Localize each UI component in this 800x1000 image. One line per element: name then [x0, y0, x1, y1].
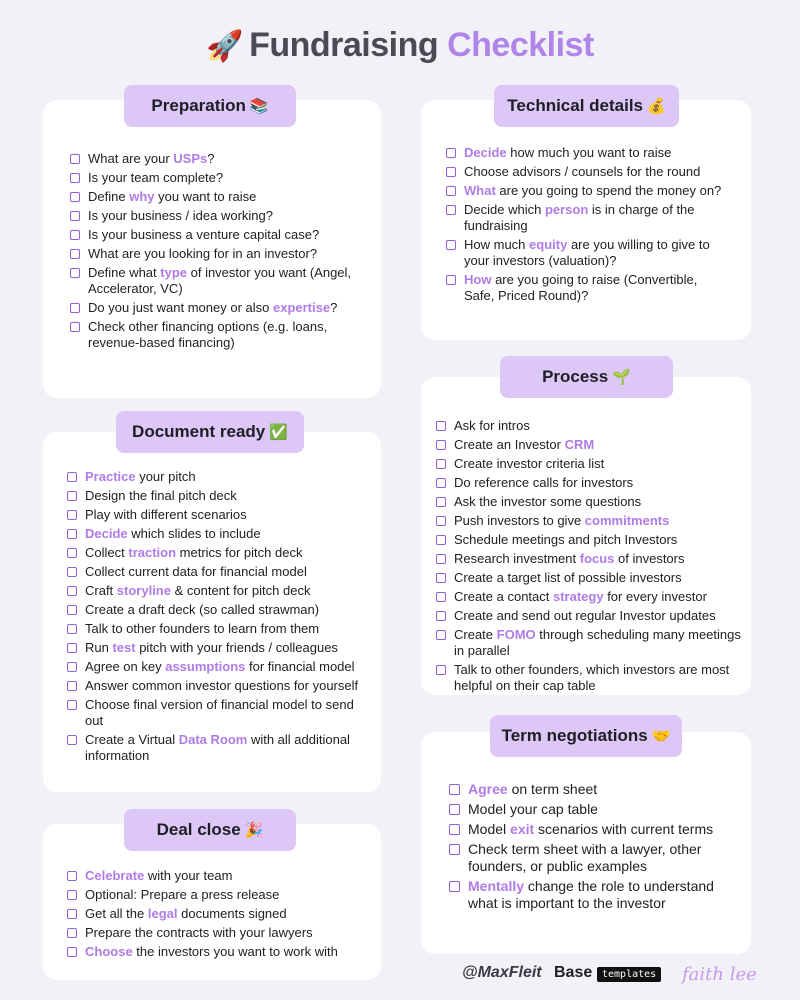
checklist-item: [446, 164, 726, 180]
item-text: Design the final pitch deck: [85, 488, 237, 503]
item-text: Define what: [88, 265, 161, 280]
checklist-item: [436, 437, 741, 453]
highlight-text: What: [464, 183, 496, 198]
checkbox-icon[interactable]: [446, 167, 456, 177]
item-text: How much: [464, 237, 530, 252]
item-text: Create a Virtual: [85, 732, 179, 747]
checklist-item: [446, 145, 726, 161]
checkbox-icon[interactable]: [70, 211, 80, 221]
checkbox-icon[interactable]: [446, 148, 456, 158]
checklist-item: [67, 526, 362, 542]
checklist-item: [446, 237, 726, 269]
item-text: Model: [468, 821, 511, 837]
checklist-item: [67, 925, 367, 941]
item-text: Create and send out regular Investor updates: [454, 608, 716, 623]
checkbox-icon[interactable]: [67, 928, 77, 938]
item-text: of investor you want (Angel, Accelerator, VC): [88, 265, 352, 296]
item-text: Talk to other founders, which investors are most helpful on their cap table: [454, 662, 730, 693]
checklist-item: [67, 697, 362, 729]
item-text: Craft: [85, 583, 117, 598]
technical-title: Technical details: [507, 96, 644, 115]
highlight-text: test: [112, 640, 136, 655]
highlight-text: How: [464, 272, 492, 287]
highlight-text: traction: [128, 545, 177, 560]
item-text: of investors: [614, 551, 685, 566]
handshake-icon: 🤝: [651, 728, 671, 745]
checklist-item: [449, 801, 739, 818]
highlight-text: FOMO: [496, 627, 536, 642]
highlight-text: why: [129, 189, 155, 204]
item-text: Agree on key: [85, 659, 166, 674]
item-text: how much you want to raise: [506, 145, 672, 160]
checklist-item: [67, 583, 362, 599]
checklist-item: [436, 551, 741, 567]
item-text: Research investment: [454, 551, 580, 566]
checkbox-icon[interactable]: [436, 459, 446, 469]
highlight-text: CRM: [564, 437, 595, 452]
templates-badge: templates: [597, 967, 661, 982]
checklist-item: [67, 678, 362, 694]
item-text: which slides to include: [127, 526, 261, 541]
checkbox-icon[interactable]: [67, 700, 77, 710]
item-text: Play with different scenarios: [85, 507, 247, 522]
checklist-item: [67, 640, 362, 656]
document-title: Document ready: [132, 422, 266, 441]
item-text: change the role to understand what is important to the investor: [468, 878, 714, 911]
item-text: Decide which: [464, 202, 545, 217]
title-word-fundraising: Fundraising: [249, 26, 439, 64]
checklist-item: [67, 488, 362, 504]
checklist-item: [70, 227, 360, 243]
item-text: the investors you want to work with: [132, 944, 338, 959]
checkbox-icon[interactable]: [67, 947, 77, 957]
checklist-item: [70, 208, 360, 224]
checkbox-icon[interactable]: [67, 510, 77, 520]
checklist-item: [449, 821, 739, 838]
item-text: are you going to raise (Convertible, Safe, Priced Round)?: [464, 272, 698, 303]
money-bag-icon: 💰: [647, 98, 666, 115]
checkbox-icon[interactable]: [70, 249, 80, 259]
checkbox-icon[interactable]: [67, 624, 77, 634]
checkbox-icon[interactable]: [67, 871, 77, 881]
highlight-text: equity: [529, 237, 568, 252]
checkbox-icon[interactable]: [449, 804, 460, 815]
checklist-item: [436, 662, 741, 694]
item-text: Check other financing options (e.g. loans, revenue-based financing): [88, 319, 328, 350]
checkbox-icon[interactable]: [67, 491, 77, 501]
title-word-checklist: Checklist: [447, 26, 594, 64]
checkbox-icon[interactable]: [70, 230, 80, 240]
item-text: Optional: Prepare a press release: [85, 887, 280, 902]
item-text: you want to raise: [154, 189, 257, 204]
checkbox-icon[interactable]: [67, 529, 77, 539]
checkbox-icon[interactable]: [436, 497, 446, 507]
seedling-icon: 🌱: [612, 369, 631, 386]
item-text: documents signed: [177, 906, 287, 921]
checklist-item: [436, 570, 741, 586]
check-mark-icon: ✅: [269, 424, 288, 441]
item-text: on term sheet: [507, 781, 598, 797]
checklist-item: [70, 170, 360, 186]
highlight-text: Celebrate: [85, 868, 145, 883]
checklist-item: [67, 469, 362, 485]
checklist-item: [70, 151, 360, 167]
checkbox-icon[interactable]: [446, 275, 456, 285]
preparation-title: Preparation: [151, 96, 246, 115]
highlight-text: legal: [147, 906, 178, 921]
item-text: Do reference calls for investors: [454, 475, 634, 490]
checkbox-icon[interactable]: [67, 605, 77, 615]
checklist-item: [436, 513, 741, 529]
checklist-item: [446, 272, 726, 304]
highlight-text: focus: [579, 551, 615, 566]
checkbox-icon[interactable]: [70, 268, 80, 278]
item-text: Collect: [85, 545, 129, 560]
highlight-text: Decide: [85, 526, 128, 541]
faith-lee-signature: faith lee: [682, 964, 757, 985]
checklist-item: [67, 868, 367, 884]
checkbox-icon[interactable]: [67, 586, 77, 596]
item-text: Answer common investor questions for yourself: [85, 678, 359, 693]
item-text: Do you just want money or also: [88, 300, 273, 315]
highlight-text: assumptions: [165, 659, 246, 674]
item-text: Ask for intros: [454, 418, 530, 433]
checkbox-icon[interactable]: [70, 154, 80, 164]
item-text: Check term sheet with a lawyer, other founders, or public examples: [468, 841, 702, 874]
highlight-text: Mentally: [468, 878, 525, 894]
checklist-item: [436, 456, 741, 472]
checklist-item: [446, 183, 726, 199]
page-title: [0, 26, 800, 65]
checkbox-icon[interactable]: [67, 643, 77, 653]
preparation-header: [124, 85, 296, 127]
checkbox-icon[interactable]: [449, 784, 460, 795]
checkbox-icon[interactable]: [436, 554, 446, 564]
item-text: Create a target list of possible investors: [454, 570, 682, 585]
checklist-item: [70, 300, 360, 316]
highlight-text: expertise: [272, 300, 331, 315]
highlight-text: USPs: [173, 151, 208, 166]
author-handle: @MaxFleit: [462, 964, 542, 981]
item-text: through scheduling many meetings in parallel: [454, 627, 741, 658]
checklist-item: [70, 265, 360, 297]
party-popper-icon: 🎉: [244, 822, 264, 839]
checkbox-icon[interactable]: [449, 844, 460, 855]
highlight-text: exit: [510, 821, 535, 837]
technical-list: [446, 145, 726, 307]
checkbox-icon[interactable]: [436, 665, 446, 675]
checkbox-icon[interactable]: [70, 192, 80, 202]
item-text: for every investor: [603, 589, 707, 604]
checklist-item: [449, 781, 739, 798]
item-text: with your team: [144, 868, 233, 883]
item-text: Create an Investor: [454, 437, 565, 452]
item-text: Define: [88, 189, 130, 204]
checkbox-icon[interactable]: [436, 440, 446, 450]
highlight-text: Decide: [464, 145, 507, 160]
deal-list: [67, 868, 367, 963]
rocket-icon: 🚀: [206, 30, 244, 63]
checklist-item: [67, 906, 367, 922]
item-text: metrics for pitch deck: [176, 545, 303, 560]
checkbox-icon[interactable]: [436, 535, 446, 545]
item-text: ?: [330, 300, 338, 315]
checklist-item: [67, 944, 367, 960]
item-text: Create investor criteria list: [454, 456, 605, 471]
checklist-item: [436, 494, 741, 510]
checklist-item: [67, 659, 362, 675]
item-text: Create a contact: [454, 589, 553, 604]
checkbox-icon[interactable]: [70, 322, 80, 332]
checklist-item: [67, 887, 367, 903]
preparation-list: [70, 151, 360, 354]
checklist-item: [67, 602, 362, 618]
highlight-text: type: [160, 265, 187, 280]
item-text: & content for pitch deck: [170, 583, 311, 598]
checkbox-icon[interactable]: [67, 909, 77, 919]
technical-header: [494, 85, 679, 127]
checklist-item: [67, 564, 362, 580]
highlight-text: Data Room: [178, 732, 248, 747]
checkbox-icon[interactable]: [436, 478, 446, 488]
item-text: Create: [454, 627, 497, 642]
highlight-text: Practice: [85, 469, 136, 484]
checkbox-icon[interactable]: [67, 735, 77, 745]
checkbox-icon[interactable]: [436, 516, 446, 526]
item-text: Get all the: [85, 906, 148, 921]
item-text: Create a draft deck (so called strawman): [85, 602, 320, 617]
item-text: scenarios with current terms: [534, 821, 714, 837]
item-text: Choose final version of financial model to send out: [85, 697, 354, 728]
highlight-text: person: [544, 202, 589, 217]
term-title: Term negotiations: [501, 726, 648, 745]
item-text: Is your business / idea working?: [88, 208, 273, 223]
item-text: Prepare the contracts with your lawyers: [85, 925, 313, 940]
checklist-item: [67, 621, 362, 637]
item-text: your pitch: [135, 469, 196, 484]
item-text: What are your: [88, 151, 174, 166]
highlight-text: strategy: [553, 589, 604, 604]
checkbox-icon[interactable]: [67, 890, 77, 900]
checklist-item: [436, 627, 741, 659]
checklist-item: [446, 202, 726, 234]
checklist-item: [436, 475, 741, 491]
base-logo: Base: [554, 964, 593, 981]
checklist-item: [436, 418, 741, 434]
checkbox-icon[interactable]: [449, 824, 460, 835]
books-icon: 📚: [249, 98, 269, 115]
checkbox-icon[interactable]: [67, 548, 77, 558]
checklist-item: [436, 532, 741, 548]
item-text: pitch with your friends / colleagues: [135, 640, 338, 655]
checklist-item: [436, 608, 741, 624]
term-list: [449, 781, 739, 915]
item-text: Is your business a venture capital case?: [88, 227, 320, 242]
checkbox-icon[interactable]: [446, 205, 456, 215]
checkbox-icon[interactable]: [67, 662, 77, 672]
item-text: ?: [207, 151, 215, 166]
checkbox-icon[interactable]: [446, 186, 456, 196]
checkbox-icon[interactable]: [436, 421, 446, 431]
highlight-text: Agree: [468, 781, 508, 797]
checkbox-icon[interactable]: [67, 681, 77, 691]
deal-title: Deal close: [156, 820, 241, 839]
highlight-text: storyline: [116, 583, 171, 598]
checkbox-icon[interactable]: [436, 592, 446, 602]
item-text: Model your cap table: [468, 801, 598, 817]
item-text: are you going to spend the money on?: [495, 183, 722, 198]
checkbox-icon[interactable]: [67, 567, 77, 577]
item-text: Run: [85, 640, 113, 655]
item-text: Talk to other founders to learn from them: [85, 621, 320, 636]
checklist-item: [449, 841, 739, 875]
item-text: with all additional information: [85, 732, 350, 763]
item-text: for financial model: [245, 659, 355, 674]
document-header: [116, 411, 304, 453]
item-text: Ask the investor some questions: [454, 494, 642, 509]
checklist-item: [436, 589, 741, 605]
item-text: Collect current data for financial model: [85, 564, 307, 579]
checklist-item: [70, 189, 360, 205]
checklist-item: [67, 507, 362, 523]
checkbox-icon[interactable]: [67, 472, 77, 482]
checklist-item: [67, 732, 362, 764]
document-list: [67, 469, 362, 767]
checklist-item: [67, 545, 362, 561]
deal-header: [124, 809, 296, 851]
highlight-text: Choose: [85, 944, 133, 959]
checkbox-icon[interactable]: [449, 881, 460, 892]
checklist-item: [70, 246, 360, 262]
checklist-item: [449, 878, 739, 912]
highlight-text: commitments: [584, 513, 670, 528]
checkbox-icon[interactable]: [70, 303, 80, 313]
checklist-item: [70, 319, 360, 351]
checkbox-icon[interactable]: [70, 173, 80, 183]
process-title: Process: [542, 367, 609, 386]
item-text: Choose advisors / counsels for the round: [464, 164, 701, 179]
checkbox-icon[interactable]: [436, 630, 446, 640]
process-header: [500, 356, 673, 398]
item-text: Schedule meetings and pitch Investors: [454, 532, 678, 547]
term-header: [490, 715, 682, 757]
item-text: Is your team complete?: [88, 170, 224, 185]
checkbox-icon[interactable]: [446, 240, 456, 250]
item-text: Push investors to give: [454, 513, 585, 528]
item-text: What are you looking for in an investor?: [88, 246, 318, 261]
checkbox-icon[interactable]: [436, 573, 446, 583]
item-text: are you willing to give to your investors (valuation)?: [464, 237, 710, 268]
checkbox-icon[interactable]: [436, 611, 446, 621]
process-list: [436, 418, 741, 697]
item-text: is in charge of the fundraising: [464, 202, 695, 233]
